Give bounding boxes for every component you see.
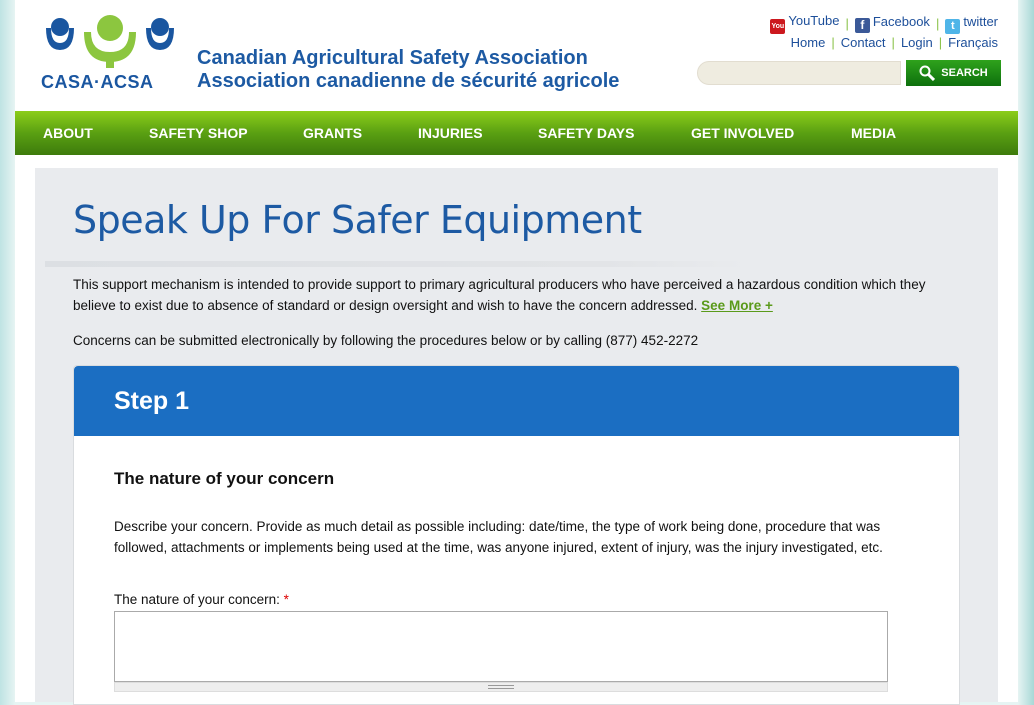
content-area bbox=[35, 168, 998, 702]
grip-icon bbox=[488, 685, 514, 689]
step-description: Describe your concern. Provide as much detail as possible including: date/time, the type of work being done, procedure that was followed, attachments or implements being used at the time, was anyone injured, extent of injury, was the injury investigated, etc. bbox=[114, 519, 883, 555]
step-1-panel bbox=[73, 365, 960, 705]
header bbox=[15, 0, 1018, 111]
separator: | bbox=[831, 35, 835, 50]
login-link[interactable]: Login bbox=[900, 35, 933, 50]
francais-link[interactable]: Français bbox=[948, 35, 998, 50]
twitter-icon: t bbox=[945, 19, 960, 34]
nav-get-involved[interactable]: GET INVOLVED bbox=[691, 125, 795, 141]
step-heading: Step 1 bbox=[74, 366, 959, 436]
facebook-icon: f bbox=[855, 18, 870, 33]
nav-about[interactable]: ABOUT bbox=[43, 125, 93, 141]
required-mark: * bbox=[283, 592, 289, 607]
concern-textarea[interactable] bbox=[114, 611, 888, 682]
separator: | bbox=[891, 35, 895, 50]
page-title: Speak Up For Safer Equipment bbox=[73, 198, 642, 242]
search-button-label: SEARCH bbox=[941, 67, 988, 79]
logo-text: CASA·ACSA bbox=[41, 72, 154, 92]
search-input[interactable] bbox=[697, 61, 901, 85]
textarea-resize-handle[interactable] bbox=[114, 682, 888, 692]
nav-safety-shop[interactable]: SAFETY SHOP bbox=[149, 125, 248, 141]
nav-grants[interactable]: GRANTS bbox=[303, 125, 363, 141]
org-name-en: Canadian Agricultural Safety Association bbox=[197, 47, 588, 69]
search-icon bbox=[919, 65, 935, 81]
twitter-label: twitter bbox=[963, 13, 998, 29]
search-button[interactable] bbox=[906, 60, 1001, 86]
youtube-link[interactable] bbox=[770, 13, 839, 34]
social-links bbox=[770, 13, 998, 34]
org-name-fr: Association canadienne de sécurité agricole bbox=[197, 70, 620, 92]
youtube-label: YouTube bbox=[788, 13, 840, 28]
concern-label-text: The nature of your concern: bbox=[114, 592, 280, 607]
see-more-link[interactable]: See More + bbox=[701, 298, 773, 313]
page bbox=[15, 0, 1018, 702]
nav-safety-days[interactable]: SAFETY DAYS bbox=[538, 125, 635, 141]
separator: | bbox=[935, 16, 940, 31]
home-link[interactable]: Home bbox=[790, 35, 826, 50]
youtube-icon: You bbox=[770, 19, 785, 34]
concern-field-label bbox=[114, 592, 289, 607]
step-subheading: The nature of your concern bbox=[114, 469, 335, 488]
facebook-label: Facebook bbox=[872, 14, 930, 29]
facebook-link[interactable] bbox=[855, 14, 930, 33]
contact-link[interactable]: Contact bbox=[840, 35, 886, 50]
top-links bbox=[791, 35, 998, 50]
intro-body: This support mechanism is intended to provide support to primary agricultural producers who have perceived a hazardous condition which they believe to exist due to absence of standard or design oversight and wish to have the concern addressed. bbox=[73, 277, 926, 313]
nav-media[interactable]: MEDIA bbox=[851, 125, 897, 141]
intro-text bbox=[73, 274, 953, 316]
title-divider bbox=[45, 261, 745, 267]
main-nav bbox=[15, 111, 1018, 155]
separator: | bbox=[845, 16, 849, 31]
nav-injuries[interactable]: INJURIES bbox=[418, 125, 483, 141]
calling-text: Concerns can be submitted electronically by following the procedures below or by calling (877) 452-2272 bbox=[73, 333, 699, 348]
twitter-link[interactable] bbox=[945, 14, 998, 34]
separator: | bbox=[938, 35, 943, 50]
